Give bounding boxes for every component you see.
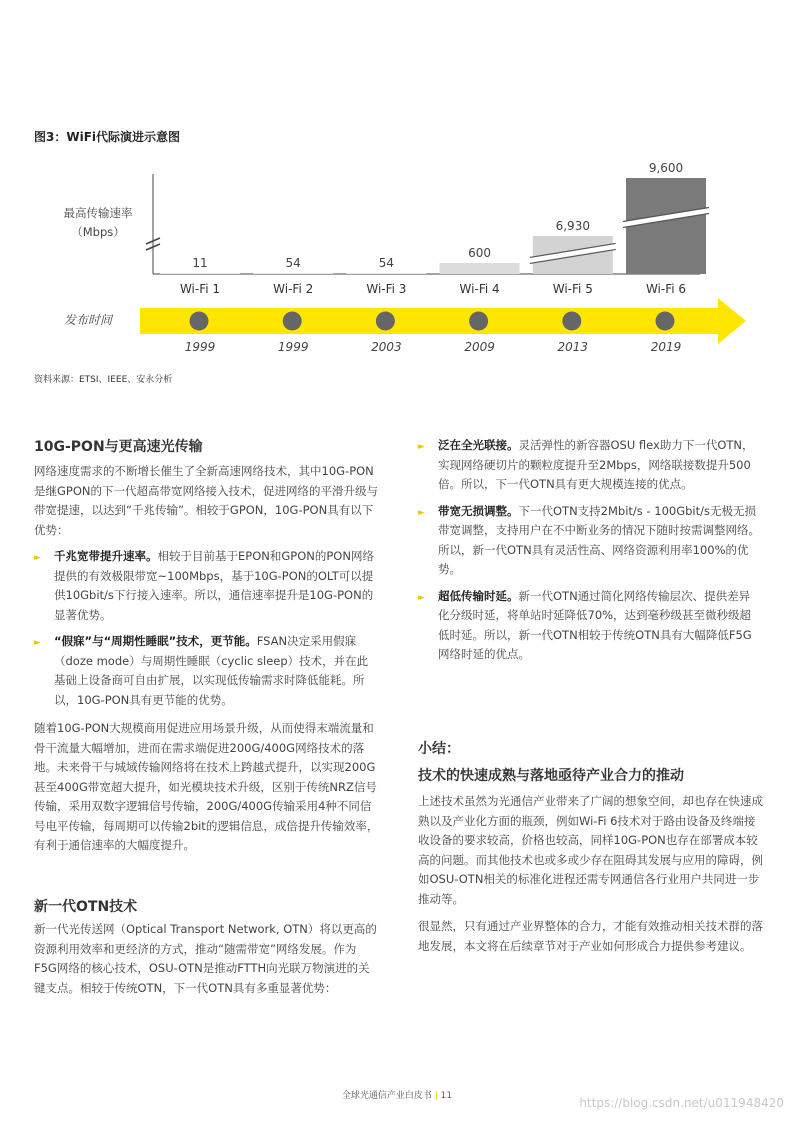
year-label: 1999 [184,340,216,354]
bar-value-label: 6,930 [555,219,590,233]
timeline-label: 发布时间 [63,313,113,327]
paragraph: 网络速度需求的不断增长催生了全新高速网络技术，其中10G-PON是继GPON的下一代超高带宽网络接入技术，促进网络的平滑升级与带宽提速，以达到“千兆传输”。相较于GPON，10G-PON具有以下优势： [34,464,378,537]
section-title-10gpon: 10G-PON与更高速光传输 [34,439,203,455]
paragraph: 很显然，只有通过产业界整体的合力，才能有效推动相关技术群的落地发展，本文将在后续章节对于产业如何形成合力提供参考建议。 [418,919,763,953]
paragraph: 上述技术虽然为光通信产业带来了广阔的想象空间，却也存在快速成熟以及产业化方面的瓶颈，例如Wi-Fi 6技术对于路由设备及终端接收设备的要求较高，价格也较高，同样10G-PON也存在部署成本较高的问题。而其他技术也或多或少存在阻碍其发展与应用的障碍，例如OSU-OTN相关的标准化进程还需专网通信各行业用户共同进一步推动等。 [418,794,763,906]
section-title-otn: 新一代OTN技术 [34,899,138,915]
bar-value-label: 600 [468,246,492,260]
bullet-arrow-icon: ► [418,442,425,452]
category-label: Wi-Fi 4 [459,282,500,296]
bullet-text: 灵活弹性的新容器OSU flex助力下一代OTN，实现网络硬切片的颗粒度提升至2Mbps，网络联接数提升500倍。所以，下一代OTN具有更大规模连接的优点。 [438,438,754,491]
summary-label: 小结： [418,741,460,757]
bullet-arrow-icon: ► [34,553,41,563]
year-label: 2013 [557,340,589,354]
list-item [418,436,760,495]
footer-title: 全球光通信产业白皮书 [341,1091,432,1101]
bar [253,273,333,274]
category-label: Wi-Fi 5 [552,282,593,296]
timeline-dot [190,312,209,331]
bullet-arrow-icon: ► [34,638,41,648]
category-label: Wi-Fi 3 [366,282,407,296]
timeline-dot [562,312,581,331]
year-label: 2009 [464,340,495,354]
category-label: Wi-Fi 1 [179,282,221,296]
bar-value-label: 54 [285,256,301,270]
bullet-head: “假寐”与“周期性睡眠”技术，更节能。 [54,634,257,648]
bullet-head: 泛在全光联接。 [438,438,519,452]
paragraph: 新一代光传送网（Optical Transport Network, OTN）将以更高的资源利用效率和更经济的方式，推动“随需带宽”网络发展。作为F5G网络的核心技术，OSU-OTN是推动FTTH向光联万物演进的关键支点。相较于传统OTN，下一代OTN具有多重显著优势： [34,922,377,995]
bar [626,178,706,274]
right-column-bullets [418,436,760,665]
watermark: https://blog.csdn.net/u011948420 [579,1096,784,1110]
y-axis-label-line1: 最高传输速率 [63,206,133,220]
bar-value-label: 11 [192,256,208,270]
footer-divider: | [434,1091,441,1101]
list-item [418,502,760,580]
bullet-arrow-icon: ► [418,507,425,518]
figure-source: 资料来源：ETSI、IEEE、安永分析 [34,375,173,385]
year-label: 2003 [371,340,402,354]
bar [160,273,240,274]
page-number: 11 [440,1091,453,1101]
year-label: 1999 [277,340,309,354]
bullet-text: FSAN决定采用假寐（doze mode）与周期性睡眠（cyclic sleep）技术，并在此基础上设备商可自由扩展，以实现低传输需求时降低能耗。所以，10G-PON具有更节能的优势。 [54,634,369,707]
category-label: Wi-Fi 6 [645,282,687,296]
timeline-dot [376,312,395,331]
category-label: Wi-Fi 2 [273,282,314,296]
bar-value-label: 9,600 [648,161,684,175]
bar-value-label: 54 [378,256,395,270]
left-column-block-1 [34,462,379,856]
bullet-head: 带宽无损调整。 [438,503,519,518]
year-label: 2019 [650,340,682,354]
right-column-summary [418,792,763,956]
timeline-dot [469,312,488,331]
bullet-text: 相较于目前基于EPON和GPON的PON网络提供的有效极限带宽~100Mbps，基于10G-PON的OLT可以提供10Gbit/s下行接入速率。所以，通信速率提升是10G-PON的显著优势。 [54,549,374,622]
timeline-dot [656,312,675,331]
list-item [34,547,379,625]
bullet-text: 下一代OTN支持2Mbit/s - 100Gbit/s无极无损带宽调整，支持用户在不中断业务的情况下随时按需调整网络。所以，新一代OTN具有灵活性高、网络资源利用率100%的优势。 [438,503,760,576]
figure-title: 图3：WiFi代际演进示意图 [34,130,181,144]
bar [440,263,520,274]
bullet-head: 超低传输时延。 [438,588,519,603]
summary-title: 技术的快速成熟与落地亟待产业合力的推动 [418,768,684,784]
left-column-block-2 [34,920,379,998]
bullet-arrow-icon: ► [418,592,425,603]
paragraph: 随着10G-PON大规模商用促进应用场景升级，从而使得末端流量和骨干流量大幅增加，进而在需求端促进200G/400G网络技术的落地。未来骨干与城域传输网络将在技术上跨越式提升，以实现200G甚至400G带宽超大提升，如光模块技术升级，区别于传统NRZ信号传输，采用双数字逻辑信号传输，200G/400G传输采用4种不同信号电平传输，每周期可以传输2bit的逻辑信息，成倍提升传输效率，有利于通信速率的大幅度提升。 [34,721,379,852]
bullet-head: 千兆宽带提升速率。 [54,549,158,563]
bullet-text: 新一代OTN通过简化网络传输层次、提供差异化分级时延，将单站时延降低70%，达到毫秒级甚至微秒级超低时延。所以，新一代OTN相较于传统OTN具有大幅降低F5G网络时延的优点。 [438,588,752,661]
wifi-chart [0,160,794,370]
list-item [418,587,760,665]
list-item [34,632,379,710]
bar [346,273,426,274]
y-axis-label-line2: （Mbps） [71,225,125,239]
timeline-arrow [140,298,746,344]
timeline-dot [283,312,302,331]
